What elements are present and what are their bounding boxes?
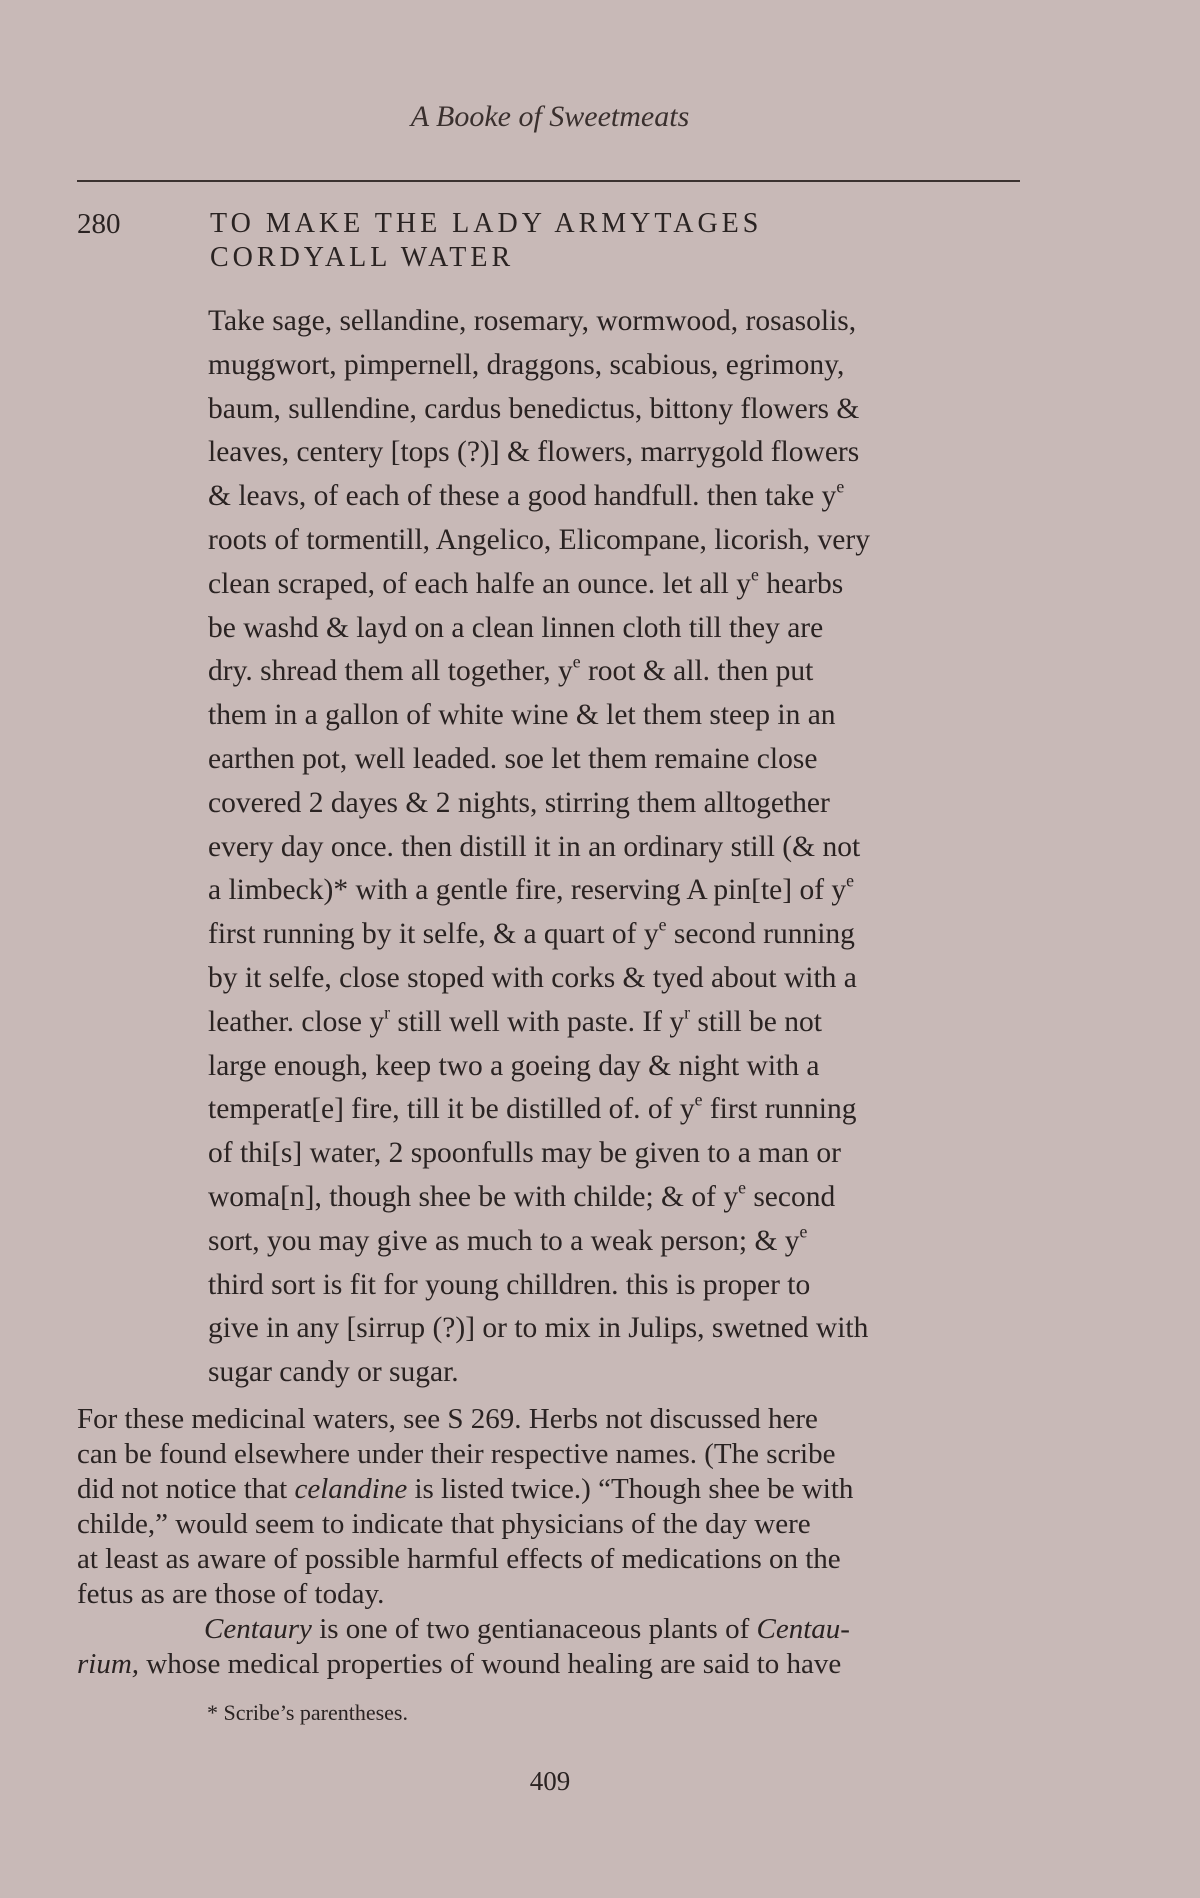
recipe-number: 280 (77, 208, 121, 240)
recipe-body-line (208, 650, 1023, 694)
text-run: whose medical properties of wound healing are said to have (139, 1648, 842, 1680)
recipe-title-line: CORDYALL WATER (210, 242, 515, 273)
text-run: earthen pot, well leaded. soe let them remaine close (208, 742, 818, 775)
text-run: root & all. then put (580, 655, 814, 688)
recipe-body-line (208, 738, 1023, 782)
text-run: covered 2 dayes & 2 nights, stirring them alltogether (208, 786, 830, 819)
recipe-body-line (208, 519, 1023, 563)
recipe-body-line (208, 1088, 1023, 1132)
text-run: first running (702, 1093, 857, 1126)
text-run: & leavs, of each of these a good handfull. then take y (208, 480, 837, 513)
text-run: leaves, centery [tops (?)] & flowers, marrygold flowers (208, 436, 860, 469)
recipe-body-line (208, 826, 1023, 870)
italic-term: rium, (77, 1648, 140, 1680)
text-run: fetus as are those of today. (77, 1578, 385, 1610)
recipe-body-line (208, 300, 1023, 344)
superscript: e (572, 652, 581, 672)
text-run: is one of two gentianaceous plants of (311, 1613, 757, 1645)
commentary-line (77, 1647, 1021, 1682)
commentary-line (77, 1542, 1021, 1577)
superscript: e (846, 870, 854, 891)
text-run: first running by it selfe, & a quart of y (208, 918, 659, 951)
text-run: second running (666, 918, 855, 951)
superscript: r (684, 1002, 691, 1023)
text-run: baum, sullendine, cardus benedictus, bittony flowers & (208, 392, 860, 425)
text-run: at least as aware of possible harmful effects of medications on the (77, 1543, 841, 1575)
recipe-body-line (208, 957, 1023, 1001)
superscript: e (836, 476, 845, 497)
text-run: give in any [sirrup (?)] or to mix in Julips, swetned with (208, 1312, 869, 1345)
commentary-line (77, 1577, 1021, 1612)
header-rule (77, 180, 1020, 182)
recipe-body-line (208, 1351, 1023, 1395)
recipe-body (208, 300, 1023, 1395)
recipe-title-line: TO MAKE THE LADY ARMYTAGES (210, 208, 763, 239)
recipe-body-line (208, 1264, 1023, 1308)
text-run: a limbeck)* with a gentle fire, reserving A pin[te] of y (208, 874, 847, 907)
text-run: of thi[s] water, 2 spoonfulls may be given to a man or (208, 1137, 841, 1170)
recipe-body-line (208, 1132, 1023, 1176)
running-head: A Booke of Sweetmeats (410, 100, 690, 133)
recipe-body-line (208, 694, 1023, 738)
text-run: third sort is fit for young chilldren. this is proper to (208, 1268, 811, 1301)
recipe-body-line (208, 1045, 1023, 1089)
recipe-title (210, 207, 1010, 275)
footnote: * Scribe’s parentheses. (207, 1700, 408, 1725)
italic-term: Centau- (756, 1613, 850, 1645)
text-run: Take sage, sellandine, rosemary, wormwood, rosasolis, (208, 305, 857, 337)
recipe-body-line (208, 1001, 1023, 1045)
recipe-body-line (208, 607, 1023, 651)
text-run: is listed twice.) “Though shee be with (407, 1473, 854, 1505)
text-run: muggwort, pimpernell, draggons, scabious, egrimony, (208, 348, 845, 381)
recipe-body-line (208, 388, 1023, 432)
recipe-body-line (208, 1307, 1023, 1351)
superscript: e (751, 564, 759, 585)
text-run: childe,” would seem to indicate that physicians of the day were (77, 1508, 811, 1540)
text-run: second (745, 1180, 836, 1213)
italic-term: Centaury (204, 1613, 312, 1645)
text-run: still be not (690, 1005, 822, 1038)
text-run: roots of tormentill, Angelico, Elicompane, licorish, very (208, 523, 870, 556)
commentary-line (77, 1612, 1021, 1647)
text-run: did not notice that (77, 1473, 295, 1505)
recipe-body-line (208, 344, 1023, 388)
recipe-body-line (208, 913, 1023, 957)
commentary-line (77, 1507, 1021, 1542)
text-run: temperat[e] fire, till it be distilled of. of y (208, 1093, 695, 1126)
superscript: e (694, 1089, 703, 1110)
recipe-body-line (208, 869, 1023, 913)
commentary-line (77, 1437, 1021, 1472)
italic-term: celandine (294, 1473, 408, 1505)
text-run: clean scraped, of each halfe an ounce. let all y (208, 567, 751, 600)
text-run: can be found elsewhere under their respective names. (The scribe (77, 1438, 836, 1470)
text-run: be washd & layd on a clean linnen cloth till they are (208, 611, 824, 644)
text-run: hearbs (758, 567, 844, 600)
superscript: e (658, 914, 667, 935)
recipe-body-line (208, 431, 1023, 475)
commentary (77, 1402, 1021, 1682)
text-run: still well with paste. If y (390, 1005, 685, 1038)
text-run: woma[n], though shee be with childe; & of y (208, 1180, 739, 1213)
superscript: e (799, 1221, 808, 1242)
recipe-body-line (208, 563, 1023, 607)
text-run: leather. close y (208, 1005, 385, 1038)
page-number: 409 (529, 1766, 571, 1796)
text-run: them in a gallon of white wine & let them steep in an (208, 699, 836, 732)
recipe-body-line (208, 475, 1023, 519)
superscript: e (738, 1177, 746, 1198)
text-run: For these medicinal waters, see S 269. Herbs not discussed here (77, 1403, 818, 1435)
recipe-body-line (208, 782, 1023, 826)
text-run: dry. shread them all together, y (208, 655, 573, 688)
commentary-line (77, 1402, 1021, 1437)
recipe-body-line (208, 1176, 1023, 1220)
text-run: large enough, keep two a goeing day & night with a (208, 1049, 820, 1082)
superscript: r (384, 1002, 390, 1023)
text-run: by it selfe, close stoped with corks & tyed about with a (208, 961, 857, 994)
text-run: sugar candy or sugar. (208, 1356, 459, 1389)
text-run: every day once. then distill it in an ordinary still (& not (208, 830, 861, 863)
commentary-line (77, 1472, 1021, 1507)
text-run: sort, you may give as much to a weak person; & y (208, 1224, 800, 1257)
recipe-body-line (208, 1220, 1023, 1264)
